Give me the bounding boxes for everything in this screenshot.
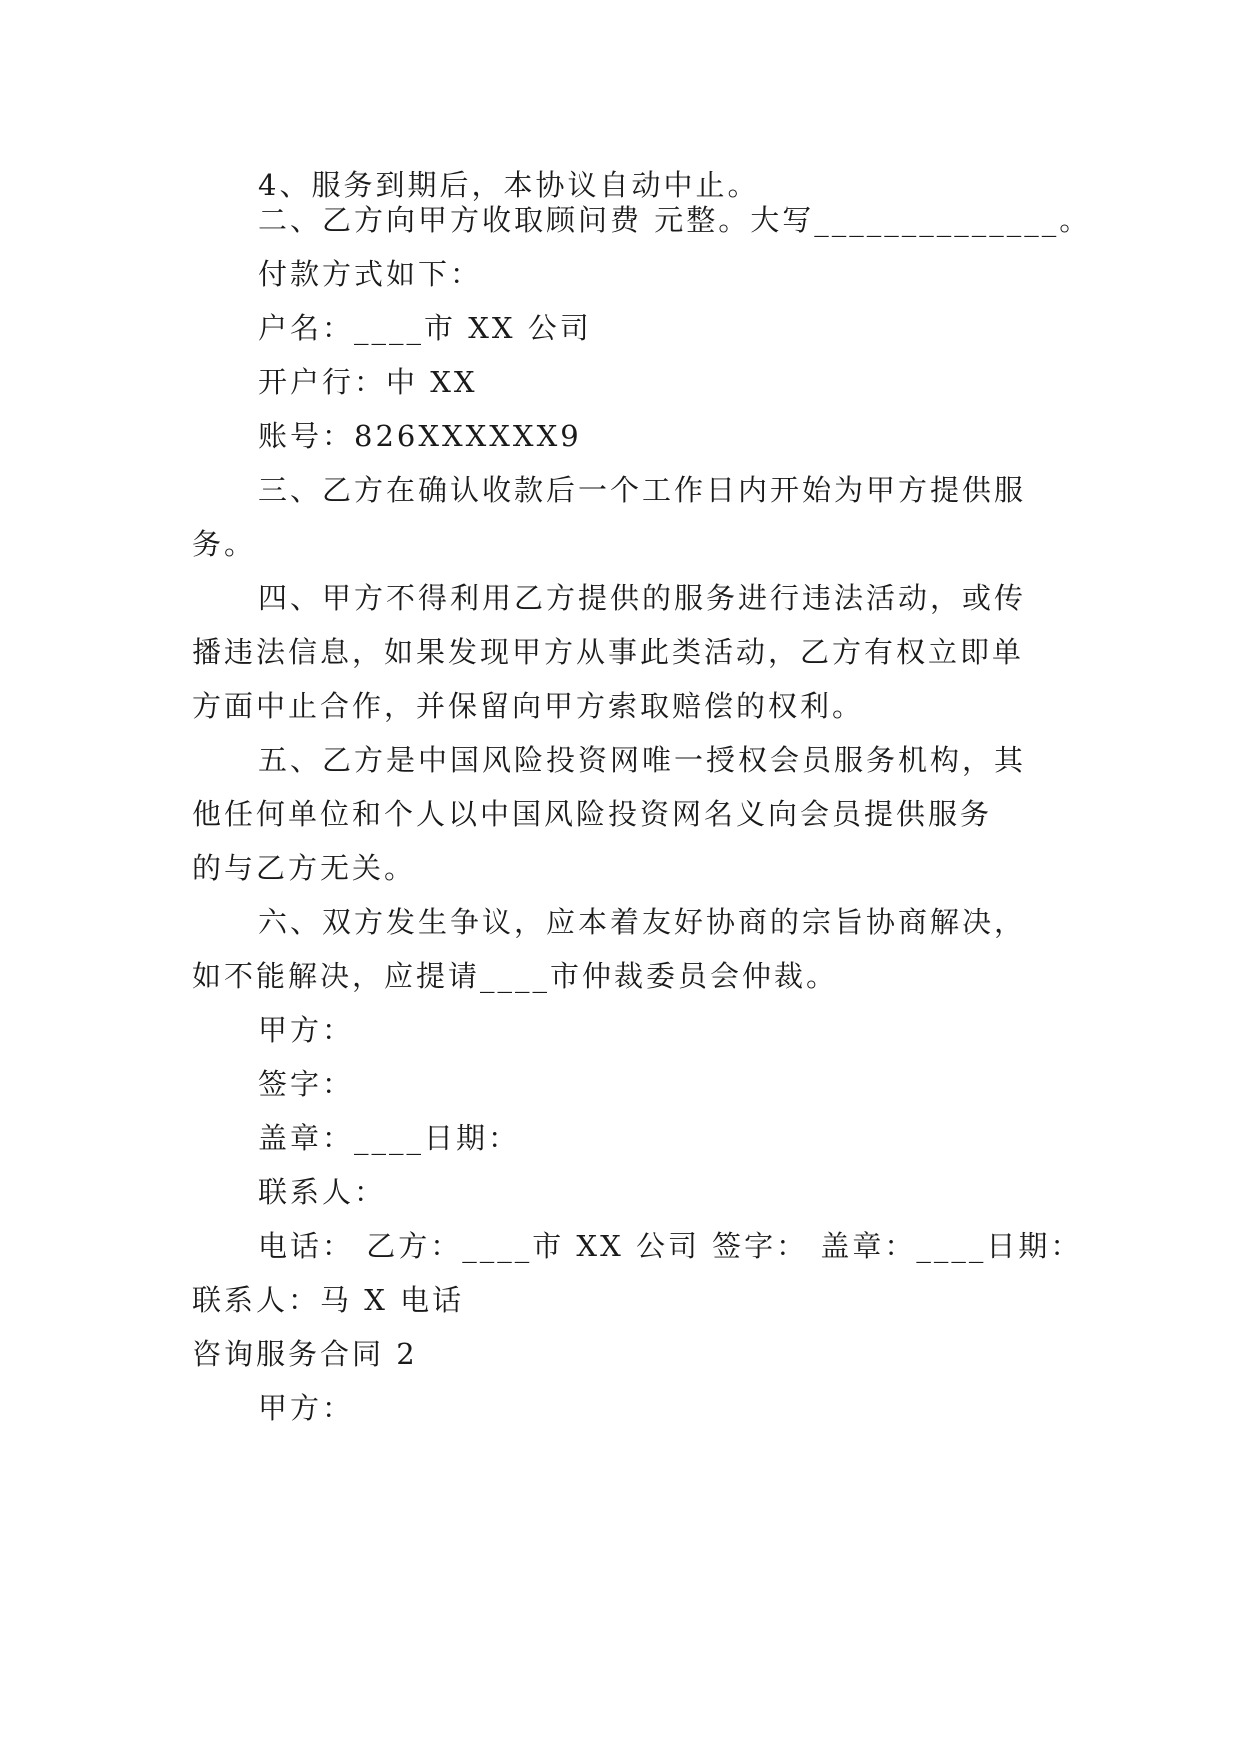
party-a-label: 甲方：: [258, 1013, 355, 1047]
contract-2-party-a-label: 甲方：: [258, 1391, 355, 1425]
phone-party-b-line: 电话： 乙方：____市 XX 公司 签字： 盖章：____日期：: [258, 1229, 1083, 1263]
party-b-contact-line: 联系人：马 X 电话: [192, 1283, 465, 1317]
clause-2-fee: 二、乙方向甲方收取顾问费 元整。大写______________。: [258, 203, 1092, 237]
clause-4-line-2: 播违法信息，如果发现甲方从事此类活动，乙方有权立即单: [192, 635, 1025, 669]
clause-3-line-1: 三、乙方在确认收款后一个工作日内开始为甲方提供服: [258, 473, 1027, 507]
account-number: 账号：826XXXXXX9: [258, 419, 582, 453]
clause-3-line-2: 务。: [192, 527, 257, 561]
contract-2-title: 咨询服务合同 2: [192, 1337, 418, 1371]
clause-4-expiry: 4、服务到期后，本协议自动中止。: [258, 168, 760, 202]
clause-5-line-1: 五、乙方是中国风险投资网唯一授权会员服务机构，其: [258, 743, 1027, 777]
payment-method-heading: 付款方式如下：: [258, 257, 483, 291]
clause-4-line-3: 方面中止合作，并保留向甲方索取赔偿的权利。: [192, 689, 865, 723]
seal-date-label: 盖章：____日期：: [258, 1121, 521, 1155]
account-name: 户名：____市 XX 公司: [258, 311, 592, 345]
clause-5-line-3: 的与乙方无关。: [192, 851, 417, 885]
contact-label: 联系人：: [258, 1175, 387, 1209]
signature-label: 签字：: [258, 1067, 355, 1101]
clause-6-line-1: 六、双方发生争议，应本着友好协商的宗旨协商解决，: [258, 905, 1027, 939]
clause-6-line-2: 如不能解决，应提请____市仲裁委员会仲裁。: [192, 959, 839, 993]
bank-name: 开户行：中 XX: [258, 365, 478, 399]
clause-5-line-2: 他任何单位和个人以中国风险投资网名义向会员提供服务: [192, 797, 993, 831]
clause-4-line-1: 四、甲方不得利用乙方提供的服务进行违法活动，或传: [258, 581, 1027, 615]
